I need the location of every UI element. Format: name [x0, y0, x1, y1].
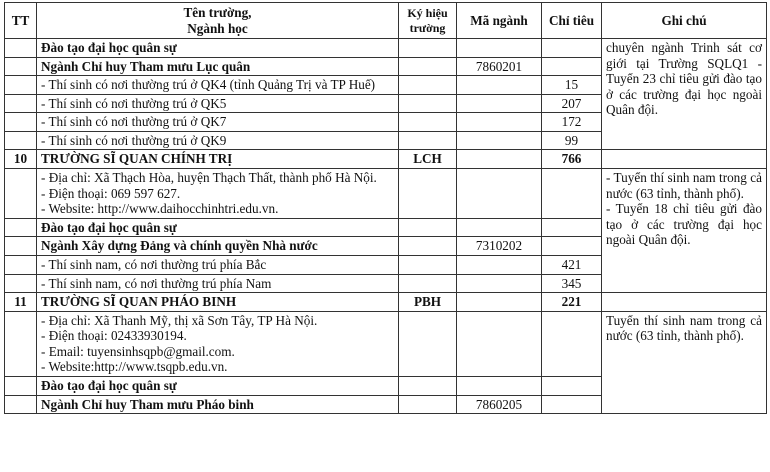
school-name: TRƯỜNG SĨ QUAN CHÍNH TRỊ: [37, 150, 399, 169]
school-address: - Địa chỉ: Xã Thạch Hòa, huyện Thạch Thất, thành phố Hà Nội.: [41, 170, 377, 186]
row-quota: 345: [542, 274, 602, 293]
row-label: - Thí sinh có nơi thường trú ở QK9: [37, 131, 399, 150]
header-notes: Ghi chú: [602, 3, 767, 39]
row-quota: 172: [542, 113, 602, 132]
major-code: 7860205: [457, 395, 542, 414]
school-info: [37, 311, 399, 376]
school-info: [37, 169, 399, 219]
row-label: - Thí sinh nam, có nơi thường trú phía Bắc: [37, 255, 399, 274]
school-phone: - Điện thoại: 069 597 627.: [41, 185, 181, 201]
row-quota: 15: [542, 76, 602, 95]
note-cell: [602, 169, 767, 293]
header-major-code: Mã ngành: [457, 3, 542, 39]
major-code: 7310202: [457, 237, 542, 256]
header-code-line2: trường: [409, 20, 446, 35]
school-info-row: [5, 311, 767, 376]
note-line: - Tuyển thí sinh nam trong cả nước (63 tỉnh, thành phố).: [606, 170, 762, 201]
header-school-name: [37, 3, 399, 39]
header-quota: Chỉ tiêu: [542, 3, 602, 39]
major-code-cell: [457, 39, 542, 58]
header-row: [5, 3, 767, 39]
header-tt: TT: [5, 3, 37, 39]
note-line: - Tuyển 18 chỉ tiêu gửi đào tạo ở các trường đại học ngoài Quân đội.: [606, 201, 762, 248]
school-address: - Địa chỉ: Xã Thanh Mỹ, thị xã Sơn Tây, TP Hà Nội.: [41, 312, 318, 328]
quota-cell: [542, 39, 602, 58]
header-name-line1: Tên trường,: [183, 4, 252, 20]
section-label: Đào tạo đại học quân sự: [37, 39, 399, 58]
school-quota: 766: [542, 150, 602, 169]
code-cell: [399, 39, 457, 58]
row-label: - Thí sinh có nơi thường trú ở QK5: [37, 94, 399, 113]
major-name: Ngành Chỉ huy Tham mưu Lục quân: [37, 57, 399, 76]
school-code: LCH: [399, 150, 457, 169]
school-quota: 221: [542, 293, 602, 312]
tt-cell: [5, 39, 37, 58]
row-label: - Thí sinh có nơi thường trú ở QK4 (tỉnh Quảng Trị và TP Huế): [37, 76, 399, 95]
row-label: - Thí sinh có nơi thường trú ở QK7: [37, 113, 399, 132]
school-tt: 11: [5, 293, 37, 312]
section-label: Đào tạo đại học quân sự: [37, 218, 399, 237]
school-row: [5, 150, 767, 169]
header-school-code: [399, 3, 457, 39]
school-website: - Website: http://www.daihocchinhtri.edu.vn.: [41, 201, 279, 217]
school-phone: - Điện thoại: 02433930194.: [41, 328, 187, 344]
major-code: 7860201: [457, 57, 542, 76]
header-name-line2: Ngành học: [187, 20, 248, 36]
school-email: - Email: tuyensinhsqpb@gmail.com.: [41, 343, 235, 359]
school-tt: 10: [5, 150, 37, 169]
school-info-row: [5, 169, 767, 219]
section-label: Đào tạo đại học quân sự: [37, 376, 399, 395]
table-row: [5, 39, 767, 58]
note-cell: Tuyển thí sinh nam trong cả nước (63 tỉnh, thành phố).: [602, 311, 767, 413]
row-quota: 207: [542, 94, 602, 113]
school-website: - Website:http://www.tsqpb.edu.vn.: [41, 359, 228, 375]
header-code-line1: Ký hiệu: [407, 6, 448, 21]
row-label: - Thí sinh nam, có nơi thường trú phía Nam: [37, 274, 399, 293]
major-name: Ngành Xây dựng Đảng và chính quyền Nhà nước: [37, 237, 399, 256]
note-cell: chuyên ngành Trinh sát cơ giới tại Trường SQLQ1 - Tuyển 23 chỉ tiêu gửi đào tạo ở các trường đại học ngoài Quân đội.: [602, 39, 767, 150]
row-quota: 421: [542, 255, 602, 274]
major-name: Ngành Chỉ huy Tham mưu Pháo binh: [37, 395, 399, 414]
admissions-table: [4, 2, 767, 414]
school-code: PBH: [399, 293, 457, 312]
row-quota: 99: [542, 131, 602, 150]
school-row: [5, 293, 767, 312]
school-name: TRƯỜNG SĨ QUAN PHÁO BINH: [37, 293, 399, 312]
